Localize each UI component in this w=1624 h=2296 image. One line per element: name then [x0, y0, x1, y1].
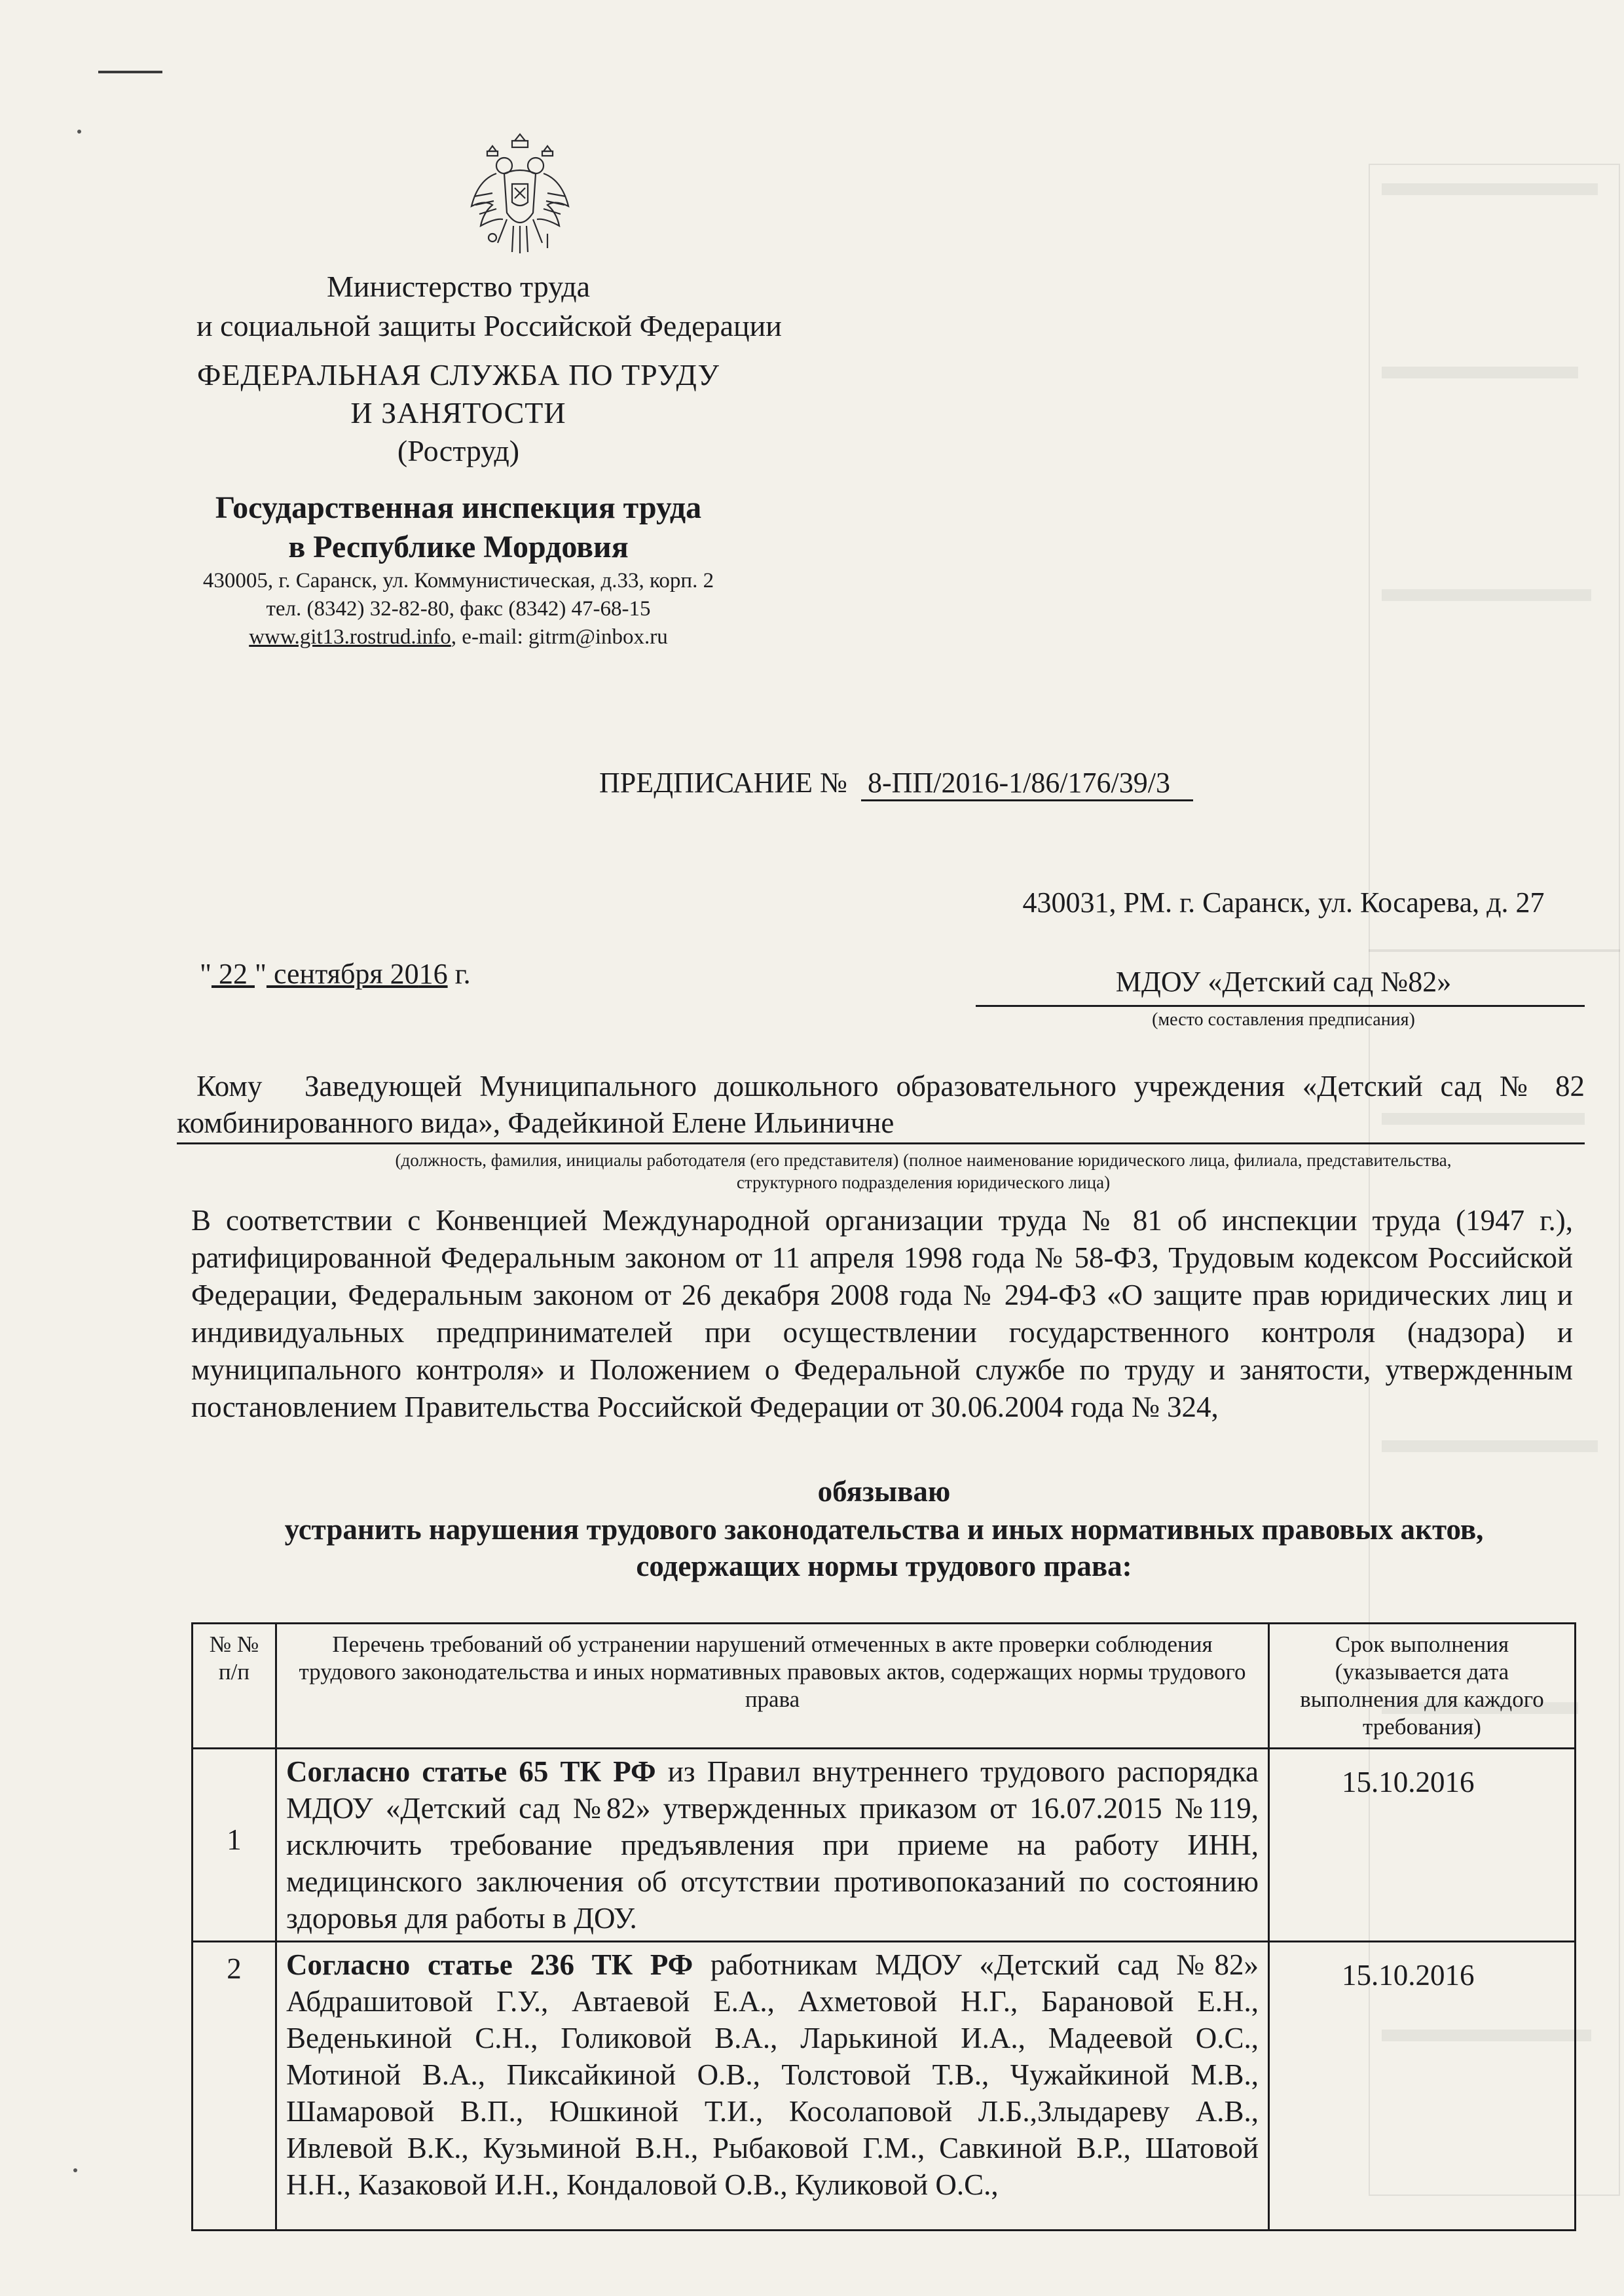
service-name — [196, 356, 720, 432]
requirement-text: из Правил внутреннего трудового распорядка МДОУ «Детский сад №82» утвержденных приказом от 16.07.2015 №119, исключить требование предъявления при приеме на работу ИНН, медицинского заключения об отсутствии противопоказаний по состоянию здоровья для работы в ДОУ. — [286, 1755, 1259, 1935]
obligation-subheading-2: содержащих нормы трудового права: — [636, 1550, 1132, 1582]
row-deadline: 15.10.2016 — [1269, 1749, 1576, 1942]
service-line-1: ФЕДЕРАЛЬНАЯ СЛУЖБА ПО ТРУДУ — [196, 358, 720, 392]
row-deadline: 15.10.2016 — [1269, 1942, 1576, 2231]
recipient-caption-line-2: структурного подразделения юридического лица) — [736, 1173, 1111, 1192]
header-requirements: Перечень требований об устранении нарушений отмеченных в акте проверки соблюдения трудового законодательства и иных нормативных правовых актов, содержащих нормы трудового права — [276, 1624, 1269, 1749]
requirement-lead: Согласно статье 65 ТК РФ — [286, 1755, 656, 1788]
title-label: ПРЕДПИСАНИЕ № — [599, 767, 848, 799]
requirements-table — [191, 1622, 1576, 2231]
website-link[interactable]: www.git13.rostrud.info — [249, 625, 451, 649]
legal-basis-paragraph: В соответствии с Конвенцией Международной организации труда № 81 об инспекции труда (1947 г.), ратифицированной Федеральным законом от 11 апреля 1998 года № 58-ФЗ, Трудовым кодексом Российской Федерации, Федеральным законом от 26 декабря 2008 года № 294-ФЗ «О защите прав юридических лиц и индивидуальных предпринимателей при осуществлении государственного контроля (надзора) и муниципального контроля» и Положением о Федеральной службе по труду и занятости, утвержденным постановлением Правительства Российской Федерации от 30.06.2004 года № 324, — [191, 1204, 1573, 1423]
ministry-line-2: и социальной защиты Российской Федерации — [196, 309, 782, 342]
issue-date — [200, 957, 471, 991]
header-number: № № п/п — [193, 1624, 276, 1749]
date-day: 22 — [211, 958, 255, 990]
issue-place-address: 430031, РМ. г. Саранск, ул. Косарева, д. 27 — [1022, 886, 1545, 919]
coat-of-arms-icon — [466, 128, 574, 259]
inspection-name — [196, 488, 720, 567]
issue-place-caption: (место составления предписания) — [1152, 1010, 1415, 1030]
service-short-name: (Роструд) — [397, 434, 520, 467]
row-number: 2 — [193, 1942, 276, 2231]
date-year: 16 — [418, 958, 448, 990]
row-number: 1 — [193, 1749, 276, 1942]
scan-dot — [77, 130, 81, 134]
date-suffix: г. — [447, 958, 471, 990]
contact-block — [196, 567, 720, 651]
table-header-row — [193, 1624, 1576, 1749]
recipient-block — [177, 1068, 1585, 1141]
inspection-line-1: Государственная инспекция труда — [215, 490, 702, 525]
requirement-text: работникам МДОУ «Детский сад №82» Абдрашитовой Г.У., Автаевой Е.А., Ахметовой Н.Г., Барановой Е.Н., Веденькиной С.Н., Голиковой В.А., Ларькиной И.А., Мадеевой О.С., Мотиной В.А., Пиксайкиной О.В., Толстовой Т.В., Чужайкиной М.В., Шамаровой В.П., Юшкиной Т.И., Косолаповой Л.Б.,Злыдареву А.В., Ивлевой В.К., Кузьминой В.Н., Рыбаковой Г.М., Савкиной В.Р., Шатовой Н.Н., Казаковой И.Н., Кондаловой О.В., Куликовой О.С., — [286, 1948, 1259, 2201]
recipient-caption-line-1: (должность, фамилия, инициалы работодателя (его представителя) (полное наименование юридического лица, филиала, представительства, — [395, 1150, 1452, 1170]
obligation-subheading-1: устранить нарушения трудового законодательства и иных нормативных правовых актов, — [284, 1513, 1484, 1546]
prescription-number: 8-ПП/2016-1/86/176/39/3 — [861, 766, 1193, 801]
requirement-lead: Согласно статье 236 ТК РФ — [286, 1948, 693, 1981]
scan-dot — [73, 2168, 77, 2172]
date-quote-open: " — [200, 958, 212, 990]
inspection-line-2: в Республике Мордовия — [288, 530, 629, 564]
recipient-underline — [177, 1142, 1585, 1144]
recipient-text: Заведующей Муниципального дошкольного образовательного учреждения «Детский сад № 82 комбинированного вида», Фадейкиной Елене Ильиничне — [177, 1070, 1585, 1139]
phone-fax: тел. (8342) 32-82-80, факс (8342) 47-68-15 — [266, 597, 651, 621]
issue-place-name: МДОУ «Детский сад №82» — [1115, 966, 1452, 998]
email-text: , e-mail: gitrm@inbox.ru — [451, 625, 668, 649]
scan-mark — [98, 71, 162, 73]
obligation-heading: обязываю — [817, 1475, 951, 1508]
recipient-caption — [301, 1149, 1545, 1194]
table-row — [193, 1749, 1576, 1942]
row-requirement — [276, 1749, 1269, 1942]
date-month: сентября 20 — [266, 958, 419, 990]
row-requirement — [276, 1942, 1269, 2231]
web-contacts — [196, 623, 720, 651]
service-line-2: И ЗАНЯТОСТИ — [350, 396, 566, 429]
issue-place-underline — [976, 1005, 1585, 1007]
document-title — [599, 766, 1193, 801]
header-deadline: Срок выполнения (указывается дата выполнения для каждого требования) — [1269, 1624, 1576, 1749]
postal-address: 430005, г. Саранск, ул. Коммунистическая, д.33, корп. 2 — [202, 569, 714, 592]
ministry-line-1: Министерство труда — [326, 270, 591, 303]
ministry-name — [196, 267, 782, 346]
recipient-label: Кому — [196, 1070, 263, 1102]
table-row — [193, 1942, 1576, 2231]
date-quote-close: " — [254, 958, 267, 990]
